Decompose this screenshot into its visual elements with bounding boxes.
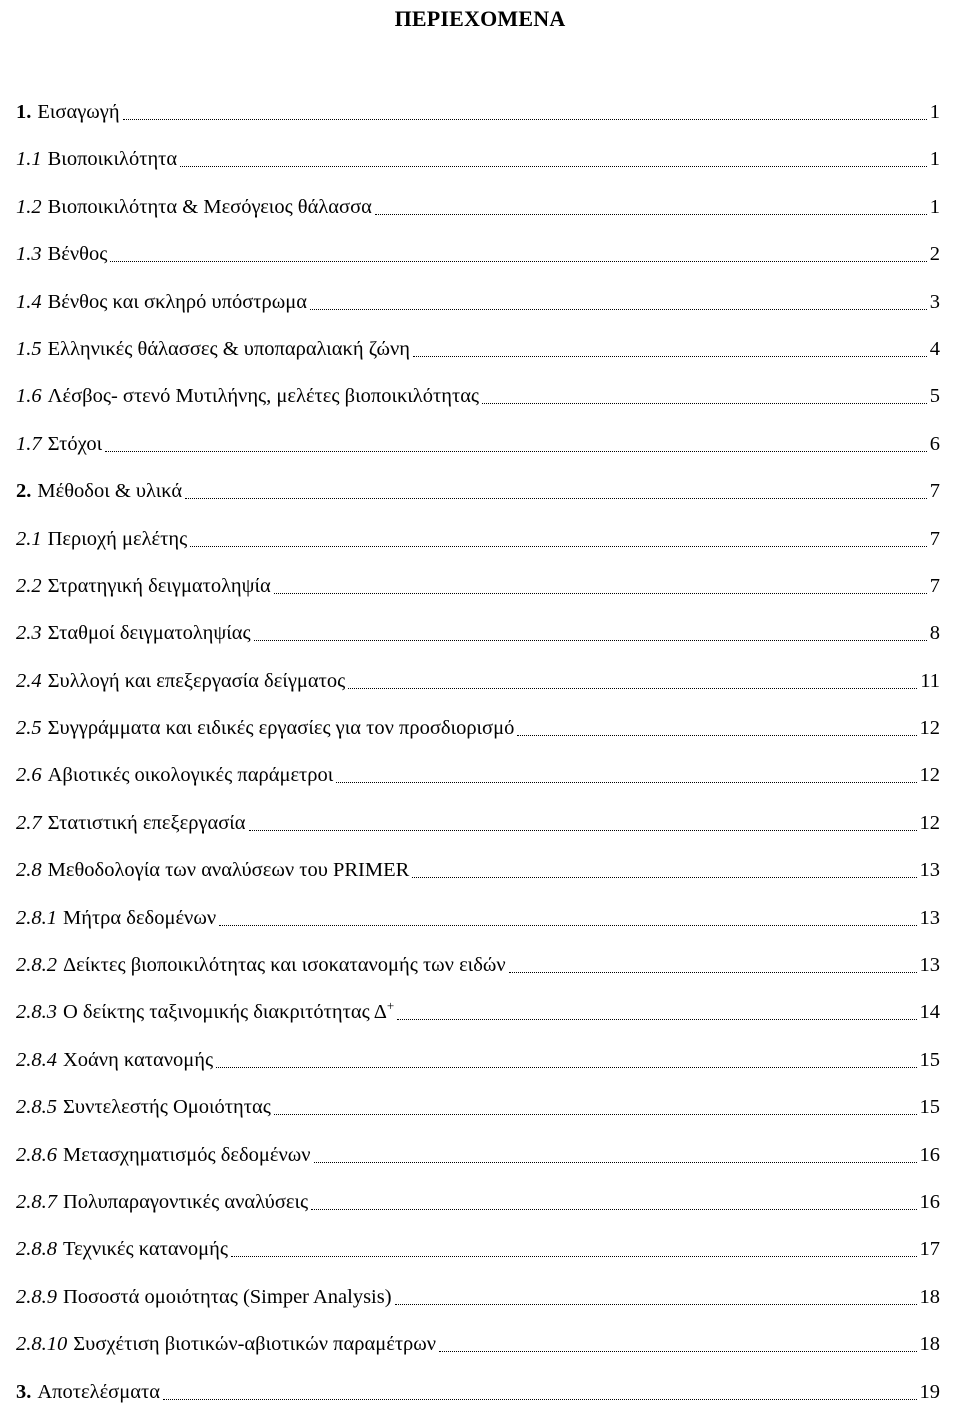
toc-entry-number: 1.4 — [16, 290, 42, 313]
toc-entry-title-text: Λέσβος- στενό Μυτιλήνης, μελέτες βιοποικιλότητας — [47, 385, 480, 408]
toc-entry-page-number: 18 — [919, 1285, 940, 1308]
toc-entry-number: 2.8.4 — [16, 1048, 57, 1071]
toc-entry-number: 2.8 — [16, 859, 42, 882]
toc-entry-number: 2.3 — [16, 622, 42, 645]
toc-entry-title-text: Συντελεστής Ομοιότητας — [63, 1096, 271, 1119]
toc-dot-leader — [311, 1188, 916, 1216]
toc-entry-number: 2.8.10 — [16, 1333, 68, 1356]
toc-dot-leader — [397, 998, 916, 1026]
toc-dot-leader — [274, 572, 927, 600]
toc-entry[interactable] — [16, 382, 940, 429]
toc-entry[interactable] — [16, 951, 940, 998]
toc-entry[interactable] — [16, 477, 940, 524]
toc-entry[interactable] — [16, 1188, 940, 1235]
toc-entry-page-number: 1 — [929, 101, 940, 123]
toc-entry-title-text: Μετασχηματισμός δεδομένων — [63, 1143, 311, 1166]
toc-entry-number: 2.8.8 — [16, 1238, 57, 1261]
toc-dot-leader — [348, 667, 917, 695]
toc-dot-leader — [395, 1283, 917, 1311]
toc-entry-page-number: 12 — [919, 764, 940, 787]
toc-entry-page-number: 7 — [929, 527, 940, 550]
toc-dot-leader — [310, 288, 927, 316]
toc-entry-title-text: Στρατηγική δειγματοληψία — [47, 574, 271, 597]
toc-entry-number: 1.2 — [16, 195, 42, 218]
toc-entry-title-text: Βένθος — [47, 243, 108, 266]
toc-entry-page-number: 3 — [929, 290, 940, 313]
toc-dot-leader — [412, 856, 916, 884]
toc-entry[interactable] — [16, 430, 940, 477]
toc-dot-leader — [180, 145, 927, 173]
toc-entry-page-number: 13 — [919, 906, 940, 929]
toc-entry-number: 2. — [16, 480, 32, 503]
toc-entry-title-text: Συσχέτιση βιοτικών-αβιοτικών παραμέτρων — [73, 1333, 437, 1356]
toc-dot-leader — [509, 951, 917, 979]
toc-entry-title-text: Ο δείκτης ταξινομικής διακριτότητας Δ — [63, 1001, 387, 1024]
toc-entry-number: 2.8.2 — [16, 954, 57, 977]
toc-entry-number: 1.6 — [16, 385, 42, 408]
toc-entry-page-number: 13 — [919, 859, 940, 882]
toc-entry-title-text: Ελληνικές θάλασσες & υποπαραλιακή ζώνη — [47, 337, 410, 360]
toc-entry-page-number: 14 — [919, 1001, 940, 1024]
toc-entry-title — [37, 477, 182, 505]
toc-entry[interactable] — [16, 98, 940, 145]
toc-entry-number: 2.8.5 — [16, 1096, 57, 1119]
toc-entry-title — [63, 998, 394, 1026]
toc-dot-leader — [482, 382, 927, 410]
toc-entry-title-text: Περιοχή μελέτης — [47, 527, 188, 550]
toc-entry-title-text: Μεθοδολογία των αναλύσεων του PRIMER — [47, 859, 410, 882]
toc-dot-leader — [185, 477, 927, 505]
toc-entry-title — [48, 525, 188, 553]
toc-dot-leader — [336, 761, 916, 789]
toc-entry-number: 2.8.6 — [16, 1143, 57, 1166]
toc-entry-number: 2.1 — [16, 527, 42, 550]
toc-entry-title-text: Δείκτες βιοποικιλότητας και ισοκατανομής των ειδών — [63, 954, 506, 977]
toc-entry-number: 2.4 — [16, 669, 42, 692]
toc-dot-leader — [110, 240, 926, 268]
toc-entry[interactable] — [16, 714, 940, 761]
toc-dot-leader — [249, 809, 917, 837]
toc-entry-title — [48, 714, 515, 742]
toc-entry-title — [63, 1235, 228, 1263]
toc-entry[interactable] — [16, 998, 940, 1045]
toc-entry-title — [48, 382, 479, 410]
toc-entry-title — [63, 1188, 308, 1216]
toc-entry[interactable] — [16, 240, 940, 287]
toc-entry[interactable] — [16, 761, 940, 808]
toc-entry[interactable] — [16, 1235, 940, 1282]
toc-entry-number: 2.6 — [16, 764, 42, 787]
toc-entry-number: 1.1 — [16, 148, 42, 171]
toc-dot-leader — [274, 1093, 917, 1121]
toc-entry-title — [48, 335, 410, 363]
toc-entry-title — [63, 904, 216, 932]
toc-entry-title-text: Σταθμοί δειγματοληψίας — [47, 622, 251, 645]
toc-entry-number: 3. — [16, 1380, 32, 1403]
toc-dot-leader — [375, 193, 927, 221]
toc-entry-page-number: 2 — [929, 243, 940, 266]
toc-entry[interactable] — [16, 809, 940, 856]
page-title: ΠΕΡΙΕΧΟΜΕΝΑ — [394, 6, 566, 31]
toc-entry-page-number: 12 — [919, 811, 940, 834]
toc-entry-title-text: Βένθος και σκληρό υπόστρωμα — [47, 290, 307, 313]
toc-entry-page-number: 1 — [929, 148, 940, 171]
toc-dot-leader — [163, 1378, 917, 1406]
toc-entry[interactable] — [16, 145, 940, 192]
toc-entry-page-number: 11 — [920, 669, 940, 692]
toc-dot-leader — [190, 525, 927, 553]
toc-entry[interactable] — [16, 1378, 940, 1425]
toc-entry-title-text: Βιοποικιλότητα — [47, 148, 178, 171]
toc-entry-title — [63, 1093, 271, 1121]
toc-entry-title-text: Στατιστική επεξεργασία — [47, 811, 246, 834]
toc-entry[interactable] — [16, 1141, 940, 1188]
toc-entry-title — [37, 1378, 160, 1406]
toc-entry-number: 1. — [16, 101, 32, 123]
toc-entry-title-text: Πολυπαραγοντικές αναλύσεις — [63, 1190, 309, 1213]
toc-dot-leader — [254, 619, 927, 647]
toc-entry-title — [48, 761, 334, 789]
toc-dot-leader — [517, 714, 916, 742]
toc-entry-title-text: Στόχοι — [47, 432, 103, 455]
toc-entry-title-text: Τεχνικές κατανομής — [63, 1238, 229, 1261]
toc-entry-title — [63, 1141, 311, 1169]
toc-entry-page-number: 6 — [929, 432, 940, 455]
toc-entry-title-text: Συλλογή και επεξεργασία δείγματος — [47, 669, 346, 692]
toc-dot-leader — [231, 1235, 916, 1263]
toc-entry-title-text: Μήτρα δεδομένων — [63, 906, 217, 929]
toc-entry-title — [48, 430, 102, 458]
toc-entry-title — [73, 1330, 436, 1358]
toc-entry-number: 1.3 — [16, 243, 42, 266]
toc-dot-leader — [123, 98, 927, 126]
toc-entry-page-number: 16 — [919, 1143, 940, 1166]
toc-entry-title-text: Συγγράμματα και ειδικές εργασίες για τον προσδιορισμό — [47, 717, 515, 740]
toc-entry-title — [48, 145, 178, 173]
toc-entry-page-number: 16 — [919, 1190, 940, 1213]
toc-entry-page-number: 12 — [919, 717, 940, 740]
toc-entry-title — [48, 809, 246, 837]
toc-entry-number: 2.7 — [16, 811, 42, 834]
toc-dot-leader — [439, 1330, 916, 1358]
toc-entry-page-number: 8 — [929, 622, 940, 645]
toc-entry[interactable] — [16, 193, 940, 240]
toc-entry-title — [48, 619, 251, 647]
toc-entry-title-text: Εισαγωγή — [37, 101, 120, 123]
toc-entry[interactable] — [16, 1093, 940, 1140]
toc-dot-leader — [216, 1046, 916, 1074]
toc-entry-page-number: 7 — [929, 480, 940, 503]
toc-entry[interactable] — [16, 572, 940, 619]
toc-entry-title — [37, 98, 119, 126]
toc-entry-title — [63, 1046, 213, 1074]
toc-entry-title — [63, 951, 506, 979]
toc-entry-title — [48, 572, 271, 600]
toc-entry-title-text: Αβιοτικές οικολογικές παράμετροι — [47, 764, 334, 787]
toc-dot-leader — [105, 430, 927, 458]
toc-entry[interactable] — [16, 525, 940, 572]
toc-entry[interactable] — [16, 1283, 940, 1330]
toc-entry-title-text: Βιοποικιλότητα & Μεσόγειος θάλασσα — [47, 195, 372, 218]
toc-entry-page-number: 1 — [929, 195, 940, 218]
toc-entry-superscript: + — [386, 998, 395, 1014]
toc-entry-title — [48, 288, 307, 316]
toc-entry-title — [48, 667, 346, 695]
toc-entry[interactable] — [16, 619, 940, 666]
toc-entry[interactable] — [16, 667, 940, 714]
toc-entry-title — [48, 193, 372, 221]
toc-entry-page-number: 7 — [929, 574, 940, 597]
toc-entry-number: 2.8.1 — [16, 906, 57, 929]
toc-entry-title — [48, 856, 410, 884]
toc-entry-page-number: 15 — [919, 1048, 940, 1071]
toc-entry[interactable] — [16, 335, 940, 382]
toc-entry[interactable] — [16, 856, 940, 903]
table-of-contents — [16, 98, 940, 1425]
toc-entry-number: 2.8.3 — [16, 1001, 57, 1024]
toc-dot-leader — [219, 904, 916, 932]
toc-entry-page-number: 4 — [929, 337, 940, 360]
toc-entry-title-text: Χοάνη κατανομής — [63, 1048, 214, 1071]
toc-entry[interactable] — [16, 288, 940, 335]
toc-entry-number: 2.2 — [16, 574, 42, 597]
toc-dot-leader — [413, 335, 927, 363]
toc-entry-title-text: Αποτελέσματα — [37, 1380, 160, 1403]
toc-entry-number: 2.5 — [16, 717, 42, 740]
toc-dot-leader — [314, 1141, 917, 1169]
toc-entry[interactable] — [16, 1330, 940, 1377]
toc-entry-title-text: Ποσοστά ομοιότητας (Simper Analysis) — [63, 1285, 392, 1308]
toc-entry-page-number: 5 — [929, 385, 940, 408]
toc-entry[interactable] — [16, 904, 940, 951]
toc-entry-title — [63, 1283, 392, 1311]
toc-entry-page-number: 17 — [919, 1238, 940, 1261]
toc-entry-number: 2.8.7 — [16, 1190, 57, 1213]
toc-entry-page-number: 13 — [919, 954, 940, 977]
toc-entry-page-number: 19 — [919, 1380, 940, 1403]
toc-entry-number: 1.5 — [16, 337, 42, 360]
toc-entry-page-number: 15 — [919, 1096, 940, 1119]
toc-entry[interactable] — [16, 1046, 940, 1093]
toc-entry-number: 1.7 — [16, 432, 42, 455]
toc-entry-page-number: 18 — [919, 1333, 940, 1356]
toc-entry-title-text: Μέθοδοι & υλικά — [37, 480, 183, 503]
toc-entry-title — [48, 240, 108, 268]
toc-entry-number: 2.8.9 — [16, 1285, 57, 1308]
